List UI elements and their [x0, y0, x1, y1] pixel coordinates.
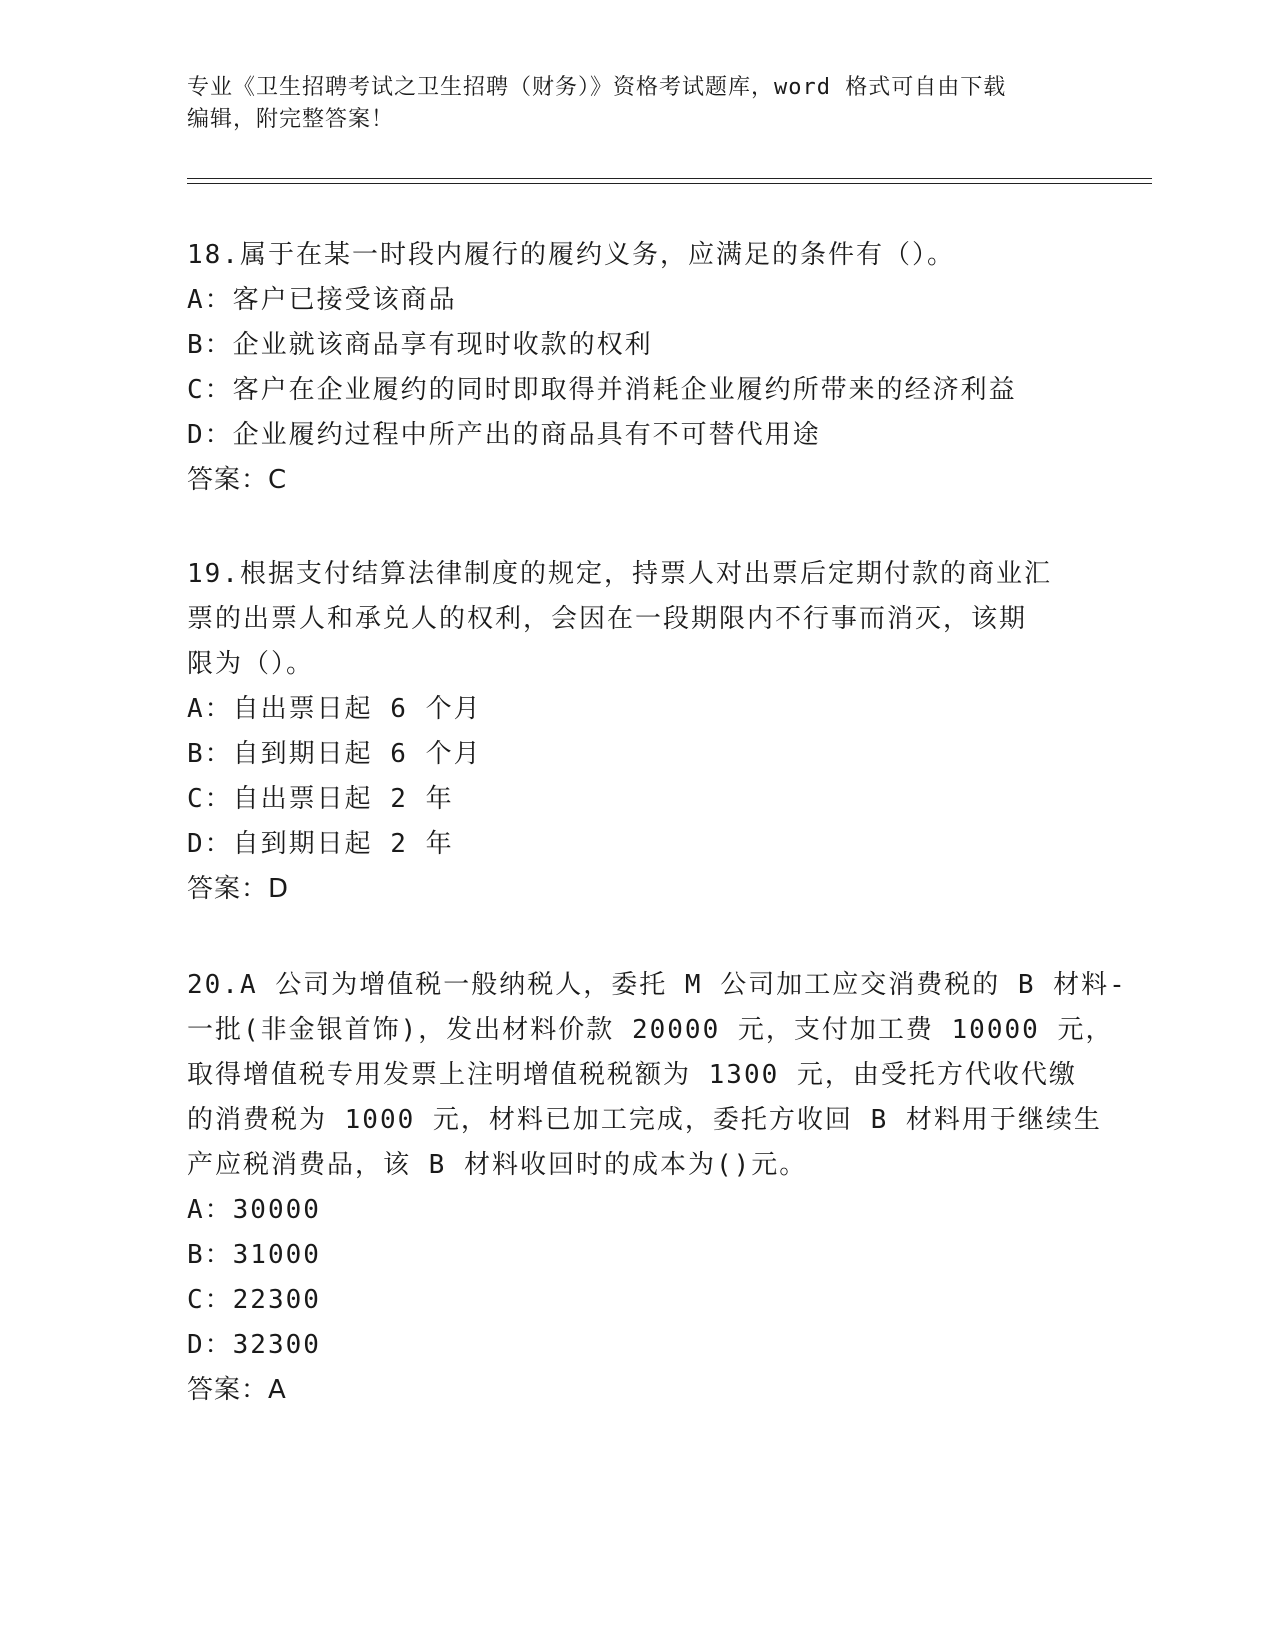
question-stem: 20.A 公司为增值税一般纳税人，委托 M 公司加工应交消费税的 B 材料- [187, 970, 1127, 1000]
option-d: D：自到期日起 2 年 [187, 829, 454, 859]
option-a: A：客户已接受该商品 [187, 285, 457, 315]
question-18 [187, 233, 1107, 503]
option-b: B：31000 [187, 1240, 321, 1270]
question-20 [187, 963, 1127, 1413]
option-b: B：自到期日起 6 个月 [187, 739, 482, 769]
question-stem: 19.根据支付结算法律制度的规定，持票人对出票后定期付款的商业汇 [187, 559, 1052, 589]
header-divider-bottom [187, 183, 1152, 184]
document-header [187, 72, 1087, 136]
question-stem: 的消费税为 1000 元，材料已加工完成，委托方收回 B 材料用于继续生 [187, 1105, 1102, 1135]
question-stem: 限为（）。 [187, 649, 315, 679]
option-b: B：企业就该商品享有现时收款的权利 [187, 330, 653, 360]
option-c: C：22300 [187, 1285, 321, 1315]
option-a: A：自出票日起 6 个月 [187, 694, 482, 724]
header-line-2: 编辑，附完整答案！ [187, 107, 395, 132]
question-stem: 一批(非金银首饰)，发出材料价款 20000 元，支付加工费 10000 元， [187, 1015, 1114, 1045]
header-divider-top [187, 178, 1152, 179]
answer: 答案：C [187, 465, 288, 495]
option-d: D：32300 [187, 1330, 321, 1360]
answer: 答案：D [187, 874, 290, 904]
option-c: C：客户在企业履约的同时即取得并消耗企业履约所带来的经济利益 [187, 375, 1017, 405]
question-stem: 取得增值税专用发票上注明增值税税额为 1300 元，由受托方代收代缴 [187, 1060, 1077, 1090]
option-d: D：企业履约过程中所产出的商品具有不可替代用途 [187, 420, 821, 450]
answer: 答案：A [187, 1375, 287, 1405]
option-c: C：自出票日起 2 年 [187, 784, 454, 814]
option-a: A：30000 [187, 1195, 321, 1225]
question-stem: 票的出票人和承兑人的权利，会因在一段期限内不行事而消灭，该期 [187, 604, 1028, 634]
header-line-1: 专业《卫生招聘考试之卫生招聘（财务）》资格考试题库，word 格式可自由下载 [187, 75, 1007, 100]
question-stem: 18.属于在某一时段内履行的履约义务，应满足的条件有（）。 [187, 240, 955, 270]
question-19 [187, 552, 1107, 912]
question-stem: 产应税消费品，该 B 材料收回时的成本为()元。 [187, 1150, 808, 1180]
